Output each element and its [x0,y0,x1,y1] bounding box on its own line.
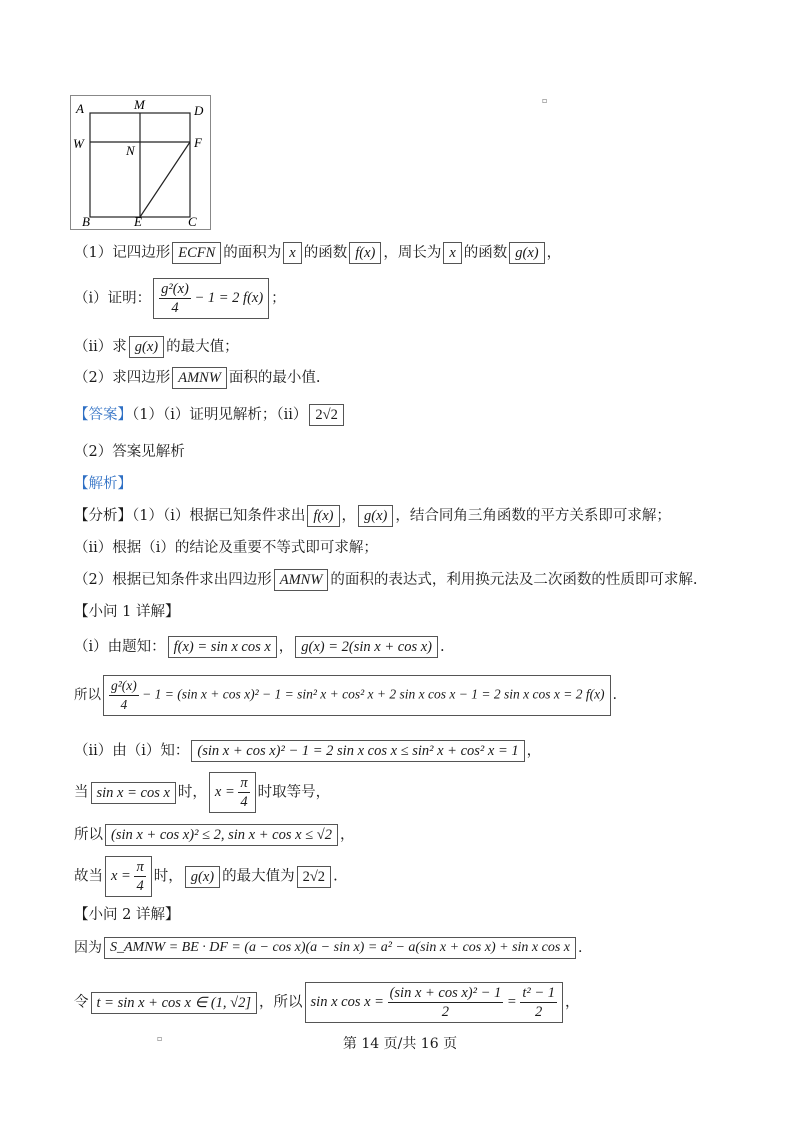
solution-1-line-6: 故当 x = $\frac{\pi}{4}$ 时， g(x) 的最大值为 2√2 . [74,856,338,897]
solution-1-line-1: （i）由题知： f(x) = sin x cos x ， g(x) = 2(sin x + cos x) . [74,636,445,658]
solution-1-line-2: 所以 $\frac{\text{g²(x)}}{4}$ − 1 = (sin x + cos x)² − 1 = sin² x + cos² x + 2 sin x cos x − 1 = 2 sin x cos x = 2 f(x) . [74,675,617,716]
question-1: （1）记四边形 ECFN 的面积为 x 的函数 f(x) ，周长为 x 的函数 g(x) ， [74,242,561,264]
label-N: N [126,143,135,158]
analysis-tag: 【解析】 [74,476,132,492]
label-W: W [73,136,84,151]
section-2-title: 【小问 2 详解】 [74,907,180,923]
answer-line: 【答案】（1）（i）证明见解析；（ii） 2√2 [74,404,346,426]
analysis-line-3: （2）根据已知条件求出四边形 AMNW 的面积的表达式，利用换元法及二次函数的性质即可求解. [74,569,698,591]
label-D: D [194,103,204,118]
label-F: F [194,135,202,150]
solution-2-line-2: 令 t = sin x + cos x ∈ (1, √2] ，所以 sin x cos x = $\frac{\text{(sin x + cos x)² − 1}}{2}$ = $\frac{\text{t² − 1}}{2}$ ， [74,982,579,1023]
solution-1-line-3: （ii）由（i）知： (sin x + cos x)² − 1 = 2 sin x cos x ≤ sin² x + cos² x = 1 ， [74,740,541,762]
analysis-line-1: 【分析】（1）（i）根据已知条件求出 f(x) ， g(x) ，结合同角三角函数的平方关系即可求解； [74,505,671,527]
answer-line-2: （2）答案见解析 [74,444,185,460]
label-C: C [188,214,197,229]
label-E: E [134,214,142,229]
solution-2-line-1: 因为 S_AMNW = BE · DF = (a − cos x)(a − sin x) = a² − a(sin x + cos x) + sin x cos x . [74,937,582,959]
analysis-line-2: （ii）根据（i）的结论及重要不等式即可求解； [74,540,378,556]
question-1-i: （i）证明： $\frac{\text{g²(x)}}{4}$ − 1 = 2 f(x) ； [74,278,286,319]
solution-1-line-4: 当 sin x = cos x 时， x = $\frac{\pi}{4}$ 时取等号， [74,772,330,813]
label-A: A [76,101,84,116]
question-2: （2）求四边形 AMNW 面积的最小值. [74,367,321,389]
label-M: M [134,97,145,112]
question-1-ii: （ii）求 g(x) 的最大值； [74,336,239,358]
page-footer: 第 14 页/共 16 页 [342,1036,458,1052]
label-B: B [82,214,90,229]
section-1-title: 【小问 1 详解】 [74,604,180,620]
geometry-figure [70,95,212,231]
solution-1-line-5: 所以 (sin x + cos x)² ≤ 2, sin x + cos x ≤ √2 ， [74,824,354,846]
